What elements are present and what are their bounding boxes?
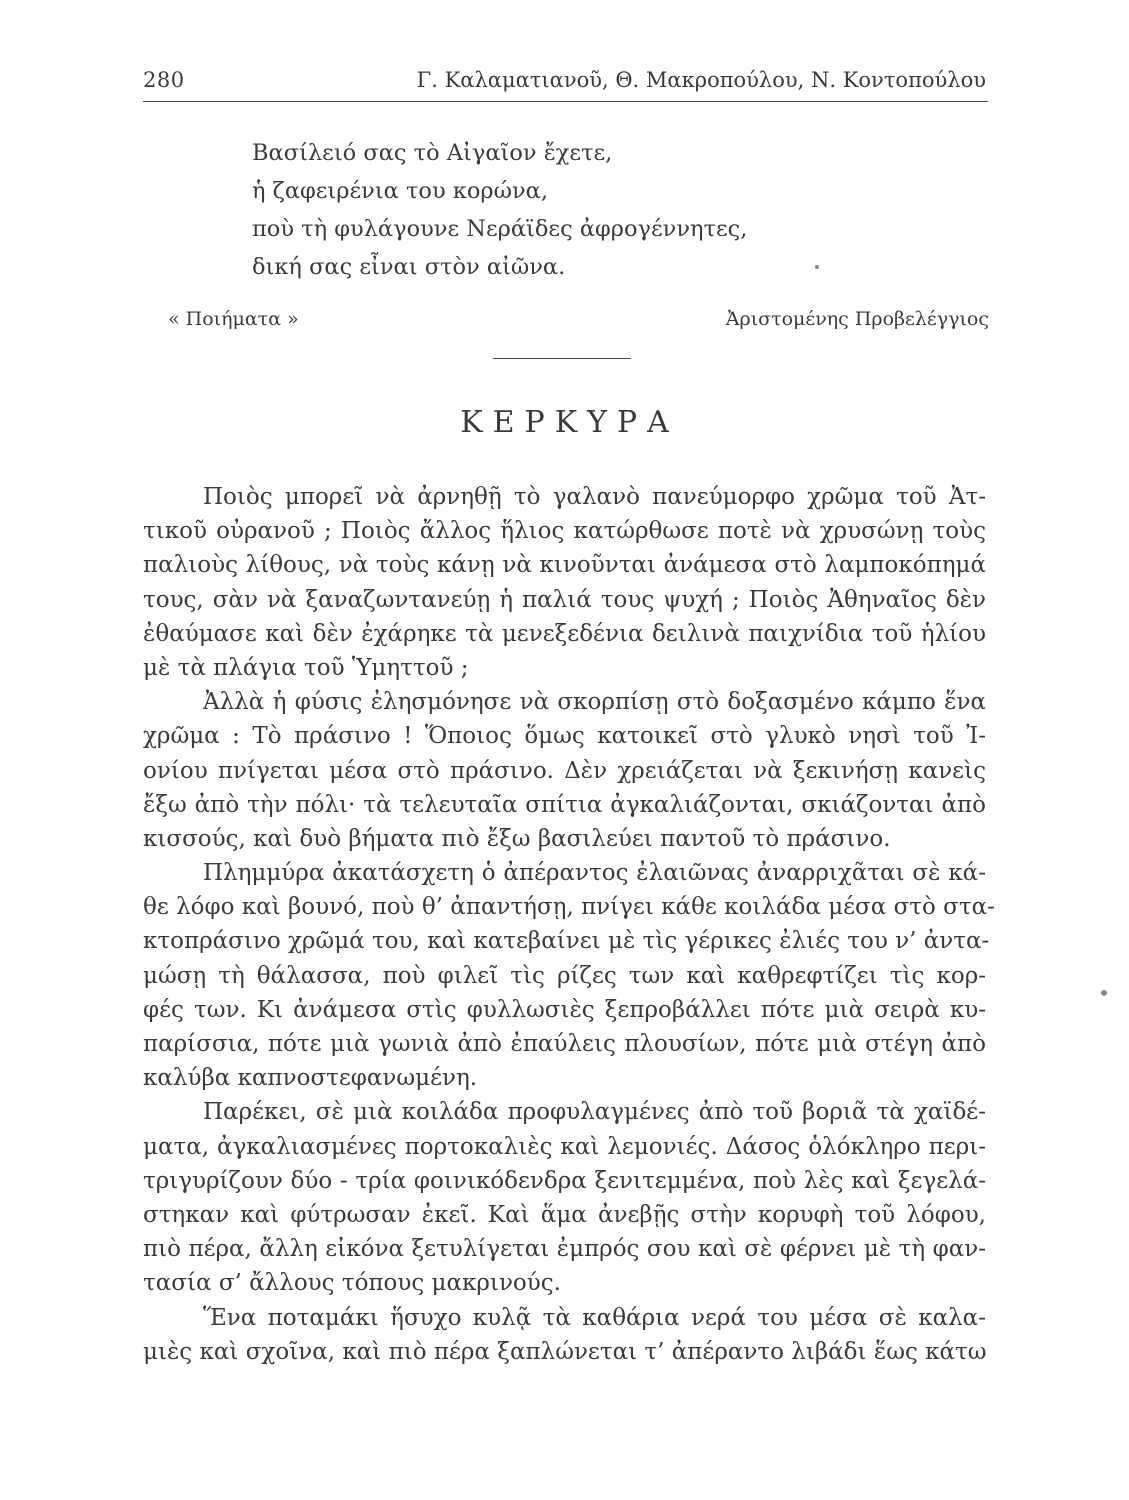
body-line: ματα, ἀγκαλιασμένες πορτοκαλιὲς καὶ λεμονιές. Δάσος ὁλόκληρο περι- (143, 1133, 986, 1160)
body-line: παλιοὺς λίθους, νὰ τοὺς κάνῃ νὰ κινοῦνται ἀνάμεσα στὸ λαμποκόπημά (143, 552, 986, 579)
body-line: θε λόφο καὶ βουνό, ποὺ θ’ ἀπαντήσῃ, πνίγει κάθε κοιλάδα μέσα στὸ στα- (143, 894, 995, 921)
poem-author: Ἀριστομένης Προβελέγγιος (725, 308, 989, 330)
page-header (143, 68, 986, 102)
body-line: μὲ τὰ πλάγια τοῦ Ὑμηττοῦ ; (143, 654, 469, 681)
epigraph-poem (252, 134, 812, 286)
body-line: ονίου πνίγεται μέσα στὸ πράσινο. Δὲν χρειάζεται νὰ ξεκινήσῃ κανεὶς (143, 757, 986, 784)
body-line: παρίσσια, πότε μιὰ γωνιὰ ἀπὸ ἐπαύλεις πλουσίων, πότε μιὰ στέγη ἀπὸ (143, 1031, 986, 1057)
body-line: μώσῃ τὴ θάλασσα, ποὺ φιλεῖ τὶς ρίζες των καὶ καθρεφτίζει τὶς κορ- (143, 962, 986, 989)
body-line: χρῶμα : Τὸ πράσινο ! Ὅποιος ὅμως κατοικεῖ στὸ γλυκὸ νησὶ τοῦ Ἰ- (143, 723, 986, 750)
poem-line: Βασίλειό σας τὸ Αἰγαῖον ἔχετε, (252, 140, 613, 166)
body-line: Ποιὸς μπορεῖ νὰ ἀρνηθῇ τὸ γαλανὸ πανεύμορφο χρῶμα τοῦ Ἀτ- (203, 484, 986, 510)
poem-line: ποὺ τὴ φυλάγουνε Νεράϊδες ἀφρογέννητες, (252, 216, 748, 242)
body-line: κτοπράσινο χρῶμά του, καὶ κατεβαίνει μὲ τὶς γέρικες ἐλιές του ν’ ἀντα- (143, 928, 990, 955)
body-line: τικοῦ οὐρανοῦ ; Ποιὸς ἄλλος ἥλιος κατώρθωσε ποτὲ νὰ χρυσώνῃ τοὺς (143, 518, 986, 545)
body-line: ἔξω ἀπὸ τὴν πόλι· τὰ τελευταῖα σπίτια ἀγκαλιάζονται, σκιάζονται ἀπὸ (143, 791, 986, 818)
body-line: ἐθαύμασε καὶ δὲν ἐχάρηκε τὰ μενεξεδένια δειλινὰ παιχνίδια τοῦ ἡλίου (143, 620, 986, 647)
body-line: μιὲς καὶ σχοῖνα, καὶ πιὸ πέρα ξαπλώνεται τ’ ἀπέραντο λιβάδι ἕως κάτω (143, 1338, 987, 1365)
body-text (143, 480, 995, 1369)
poem-source: « Ποιήματα » (168, 308, 299, 330)
body-line: τριγυρίζουν δύο - τρία φοινικόδενδρα ξενιτεμμένα, ποὺ λὲς καὶ ξεγελά- (143, 1167, 986, 1194)
section-divider (493, 358, 631, 359)
body-line: κισσούς, καὶ δυὸ βήματα πιὸ ἔξω βασιλεύει παντοῦ τὸ πράσινο. (143, 825, 891, 852)
body-line: Ἀλλὰ ἡ φύσις ἐλησμόνησε νὰ σκορπίσῃ στὸ δοξασμένο κάμπο ἕνα (203, 689, 986, 716)
body-line: τασία σ’ ἄλλους τόπους μακρινούς. (143, 1270, 561, 1297)
ink-speck (1101, 990, 1107, 996)
body-line: τους, σὰν νὰ ξαναζωντανεύῃ ἡ παλιά τους ψυχή ; Ποιὸς Ἀθηναῖος δὲν (143, 586, 986, 613)
poem-line: δική σας εἶναι στὸν αἰῶνα. (252, 254, 566, 280)
body-line: Πλημμύρα ἀκατάσχετη ὁ ἀπέραντος ἐλαιῶνας ἀναρριχᾶται σὲ κά- (203, 860, 986, 887)
header-rule (143, 101, 988, 102)
section-title: ΚΕΡΚΥΡΑ (460, 405, 679, 440)
body-line: φές των. Κι ἀνάμεσα στὶς φυλλωσιὲς ξεπροβάλλει πότε μιὰ σειρὰ κυ- (143, 996, 986, 1023)
body-line: πιὸ πέρα, ἄλλη εἰκόνα ξετυλίγεται ἐμπρός σου καὶ σὲ φέρνει μὲ τὴ φαν- (143, 1236, 986, 1263)
running-head: Γ. Καλαματιανοῦ, Θ. Μακροπούλου, Ν. Κοντοπούλου (416, 68, 986, 92)
body-line: Παρέκει, σὲ μιὰ κοιλάδα προφυλαγμένες ἀπὸ τοῦ βοριᾶ τὰ χαϊδέ- (203, 1099, 986, 1126)
body-line: καλύβα καπνοστεφανωμένη. (143, 1065, 478, 1092)
page-number: 280 (143, 68, 185, 92)
ink-speck (815, 265, 819, 269)
body-line: στηκαν καὶ φύτρωσαν ἐκεῖ. Καὶ ἅμα ἀνεβῇς στὴν κορυφὴ τοῦ λόφου, (143, 1201, 986, 1228)
body-line: Ἕνα ποταμάκι ἥσυχο κυλᾷ τὰ καθάρια νερά του μέσα σὲ καλα- (203, 1304, 986, 1331)
poem-line: ἡ ζαφειρένια του κορώνα, (252, 178, 549, 204)
